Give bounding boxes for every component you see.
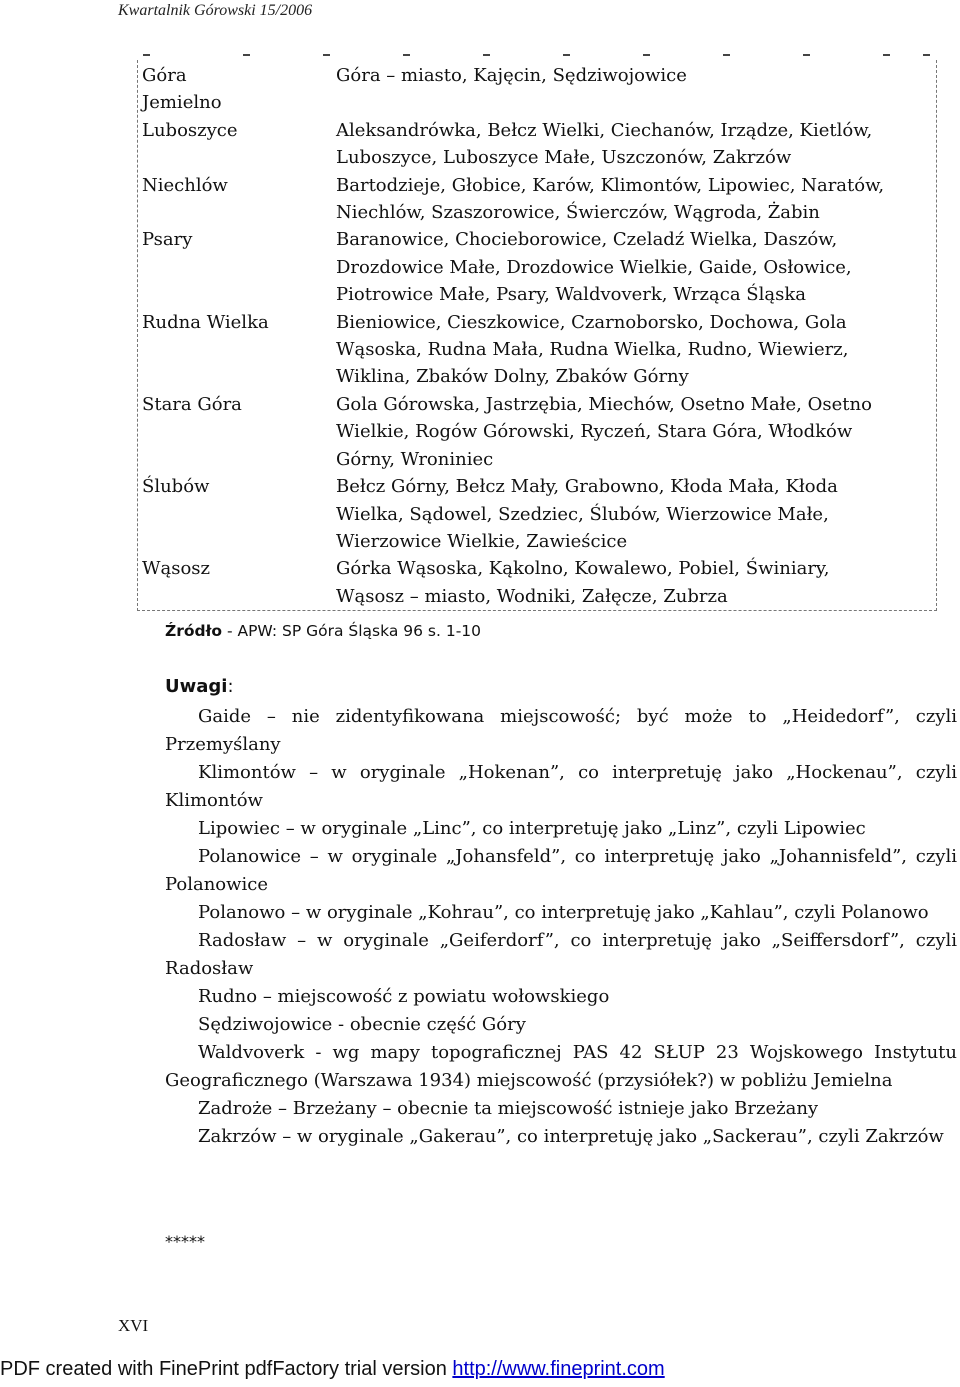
note-item: Radosław – w oryginale „Geiferdorf”, co interpretuję jako „Seiffersdorf”, czyli Radosław — [165, 930, 957, 979]
table-row — [142, 309, 932, 391]
note-item: Polanowice – w oryginale „Johansfeld”, co interpretuję jako „Johannisfeld”, czyli Polanowice — [165, 846, 957, 895]
notes-heading — [165, 676, 234, 697]
village-list — [336, 89, 932, 116]
section-separator: ***** — [165, 1232, 205, 1251]
gmina-name: Psary — [142, 229, 193, 251]
note-item: Zakrzów – w oryginale „Gakerau”, co interpretuję jako „Sackerau”, czyli Zakrzów — [198, 1126, 944, 1147]
source-text: - APW: SP Góra Śląska 96 s. 1-10 — [222, 622, 482, 640]
gmina-name: Góra — [142, 65, 187, 86]
table-row — [142, 172, 932, 227]
note-item: Lipowiec – w oryginale „Linc”, co interpretuję jako „Linz”, czyli Lipowiec — [198, 818, 866, 839]
source-note — [165, 622, 481, 640]
page-number: XVI — [118, 1316, 149, 1335]
table-row — [142, 391, 932, 473]
gmina-name: Ślubów — [142, 476, 210, 498]
gmina-name: Rudna Wielka — [142, 311, 269, 333]
table-row — [142, 226, 932, 308]
footer-text: PDF created with FinePrint pdfFactory trial version — [0, 1358, 453, 1380]
table-top-border — [137, 54, 935, 58]
village-list: Bartodzieje, Głobice, Karów, Klimontów, Lipowiec, Naratów, Niechlów, Szaszorowice, Świerczów, Wągroda, Żabin — [336, 174, 885, 224]
village-list: Gola Górowska, Jastrzębia, Miechów, Osetno Małe, Osetno Wielkie, Rogów Górowski, Ryczeń, Stara Góra, Włodków Górny, Wroniniec — [336, 393, 872, 470]
note-item: Zadroże – Brzeżany – obecnie ta miejscowość istnieje jako Brzeżany — [198, 1098, 819, 1119]
pdf-footer — [0, 1358, 665, 1381]
gmina-name: Wąsosz — [142, 558, 211, 580]
gmina-table — [142, 62, 932, 610]
note-item: Rudno – miejscowość z powiatu wołowskiego — [198, 986, 610, 1007]
gmina-name: Luboszyce — [142, 119, 238, 141]
table-row — [142, 62, 932, 89]
table-row — [142, 555, 932, 610]
journal-header: Kwartalnik Górowski 15/2006 — [118, 2, 313, 19]
notes-heading-colon: : — [227, 676, 234, 697]
village-list: Aleksandrówka, Bełcz Wielki, Ciechanów, Irządze, Kietlów, Luboszyce, Luboszyce Małe, Uszczonów, Zakrzów — [336, 119, 873, 169]
note-item: Waldvoverk - wg mapy topograficznej PAS 42 SŁUP 23 Wojskowego Instytutu Geograficznego (Warszawa 1934) miejscowość (przysiółek?) w pobliżu Jemielna — [165, 1042, 957, 1091]
gmina-name: Niechlów — [142, 174, 228, 196]
notes-heading-label: Uwagi — [165, 676, 228, 697]
village-list: Góra – miasto, Kajęcin, Sędziwojowice — [336, 65, 687, 86]
gmina-name: Stara Góra — [142, 393, 242, 415]
village-list: Bełcz Górny, Bełcz Mały, Grabowno, Kłoda Mała, Kłoda Wielka, Sądowel, Szedziec, Ślubów, Wierzowice Małe, Wierzowice Wielkie, Zawieścice — [336, 476, 838, 552]
village-list: Baranowice, Chocieborowice, Czeladź Wielka, Daszów, Drozdowice Małe, Drozdowice Wielkie, Gaide, Osłowice, Piotrowice Małe, Psary, Waldvoverk, Wrząca Śląska — [336, 229, 852, 306]
note-item: Sędziwojowice - obecnie część Góry — [198, 1014, 526, 1035]
source-label: Źródło — [165, 622, 223, 640]
village-list: Bieniowice, Cieszkowice, Czarnoborsko, Dochowa, Gola Wąsoska, Rudna Mała, Rudna Wielka, Rudno, Wiewierz, Wiklina, Zbaków Dolny, Zbaków Górny — [336, 311, 849, 388]
notes-list — [165, 703, 957, 1151]
table-row — [142, 473, 932, 555]
note-item: Gaide – nie zidentyfikowana miejscowość; być może to „Heidedorf”, czyli Przemyślany — [165, 706, 957, 755]
table-row — [142, 117, 932, 172]
table-row — [142, 89, 932, 116]
village-list: Górka Wąsoska, Kąkolno, Kowalewo, Pobiel, Świniary, Wąsosz – miasto, Wodniki, Załęcze, Zubrza — [336, 558, 830, 607]
note-item: Polanowo – w oryginale „Kohrau”, co interpretuję jako „Kahlau”, czyli Polanowo — [198, 902, 929, 923]
gmina-name: Jemielno — [142, 92, 222, 114]
note-item: Klimontów – w oryginale „Hokenan”, co interpretuję jako „Hockenau”, czyli Klimontów — [165, 762, 957, 811]
footer-link[interactable]: http://www.fineprint.com — [452, 1358, 665, 1380]
